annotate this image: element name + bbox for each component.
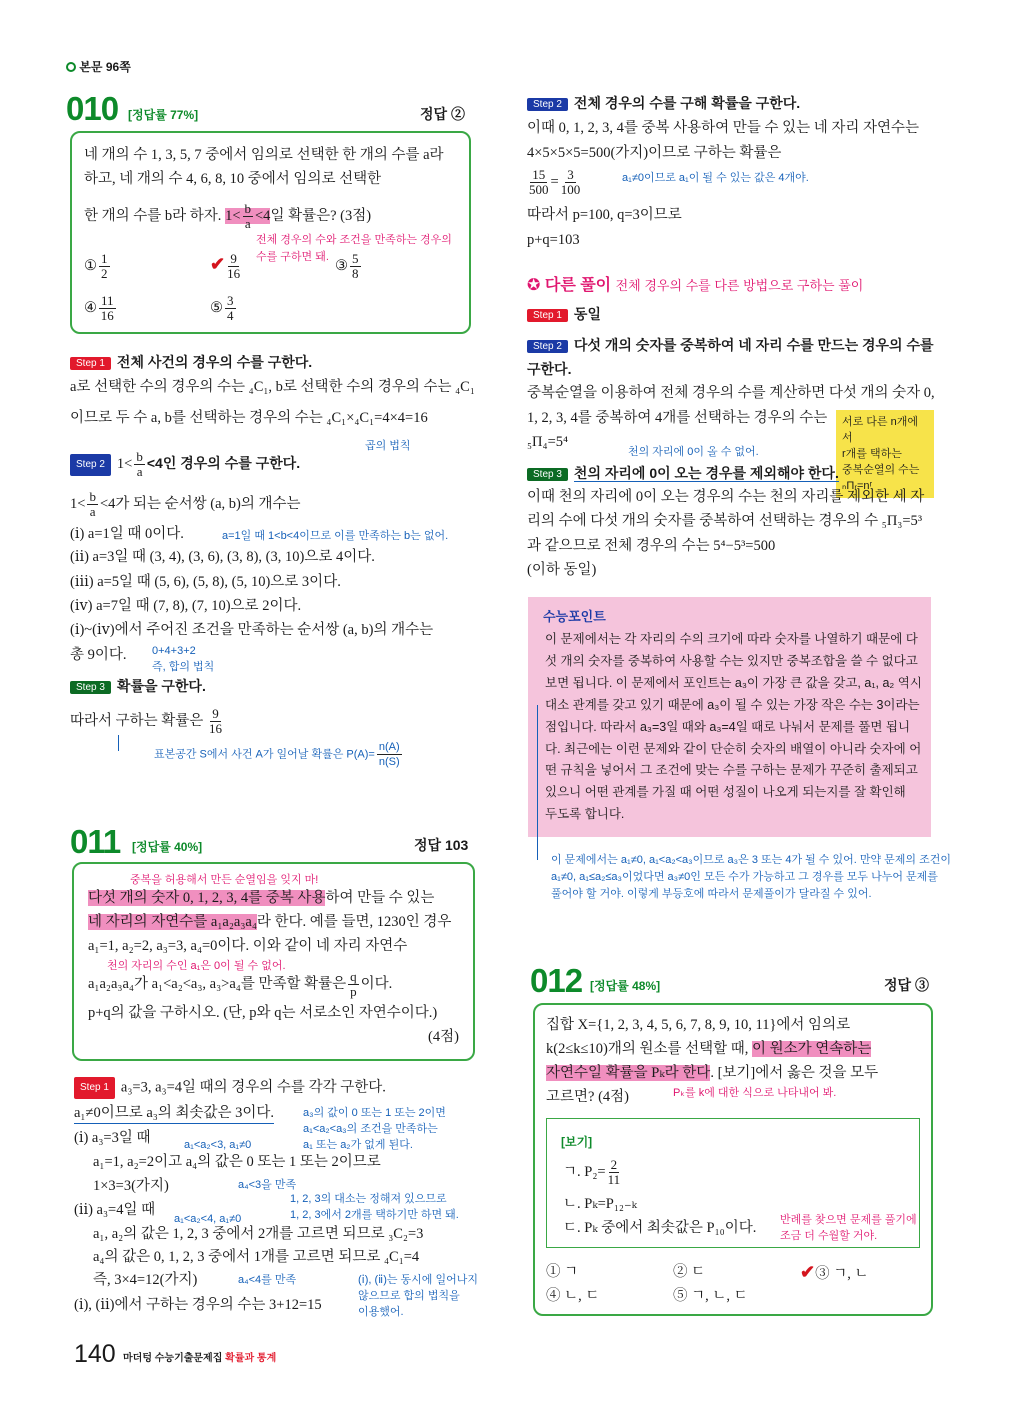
annotation: a₁<a₂<3, a₁≠0 <box>184 1139 252 1151</box>
question-line <box>88 970 392 999</box>
step-badge: Step 3 <box>527 468 568 481</box>
solution-line: 이때 0, 1, 2, 3, 4를 중복 사용하여 만들 수 있는 네 자리 자연수는 <box>527 120 920 136</box>
annotation: a₁≠0이므로 a₁이 될 수 있는 값은 4개야. <box>622 172 809 184</box>
checkmark-icon: ✔ <box>800 1262 816 1282</box>
problem-number: 011 <box>70 823 121 860</box>
subject: 확률과 통계 <box>225 1353 277 1364</box>
key-point-line: 섯 개의 숫자를 중복하여 사용할 수는 있지만 중복조합을 쓸 수 없다고 <box>545 654 918 668</box>
step-badge: Step 2 <box>527 98 568 111</box>
choice-5[interactable] <box>210 294 238 323</box>
bogi-item: ㄷ. Pₖ 중에서 최솟값은 P₁₀이다. <box>563 1220 757 1236</box>
highlight: 자연수일 확률을 Pₖ라 한다 <box>546 1065 711 1081</box>
highlight <box>225 201 271 231</box>
question-line <box>88 912 451 932</box>
solution-line: 이때 천의 자리에 0이 오는 경우의 수는 천의 자리를 제외한 세 자 <box>527 489 925 505</box>
annotation: 천의 자리의 수인 a₁은 0이 될 수 없어. <box>107 960 286 972</box>
solution-line: 즉, 3×4=12(가지) <box>93 1272 198 1288</box>
text: <4 <box>255 207 271 224</box>
solution-line: (ⅰ), (ⅱ)에서 구하는 경우의 수는 3+12=15 <box>74 1297 322 1313</box>
key-point-line: 있으니 어떤 관계를 가질 때 어떤 성질이 나오게 되는지를 잘 확인해 <box>545 785 906 799</box>
annotation: a₁ 또는 a₂가 없게 된다. <box>303 1139 413 1151</box>
step-badge: Step 1 <box>70 357 111 370</box>
numerator: b <box>89 489 96 504</box>
step-3-heading <box>527 463 839 483</box>
denominator: n(S) <box>378 756 400 768</box>
text: 일 확률은? (3점) <box>270 207 372 224</box>
numerator: 9 <box>230 251 237 266</box>
solution-line: (이하 동일) <box>527 562 597 578</box>
solution-line: 리의 수에 다섯 개의 숫자를 중복하여 선택하는 경우의 수 ₅Π₃=5³ <box>527 513 923 529</box>
annotation: 이 문제에서는 a₁≠0, a₁<a₂<a₃이므로 a₃은 3 또는 4가 될 수 있어. 만약 문제의 조건이 <box>551 854 951 866</box>
choice-marker: ⑤ <box>210 299 223 316</box>
step-1-heading <box>527 304 601 324</box>
solution-line: 4×5×5×5=500(가지)이므로 구하는 확률은 <box>527 145 782 161</box>
text: ㄱ. P₂= <box>563 1163 606 1180</box>
annotation: a₄<3을 만족 <box>238 1179 297 1191</box>
denominator: a <box>136 464 143 479</box>
numerator: n(A) <box>378 741 400 753</box>
annotation: 1, 2, 3의 대소는 정해져 있으므로 <box>290 1193 447 1205</box>
solution-line: a로 선택한 수의 경우의 수는 ₄C₁, b로 선택한 수의 경우의 수는 ₄C₁ <box>70 379 475 395</box>
annotation: a₁≠0, a₁≤a₂≤a₃이었다면 a₃≠0인 모든 수가 가능하고 그 경우를 모두 나누어 문제를 <box>551 871 938 883</box>
solution-line: 이므로 두 수 a, b를 선택하는 경우의 수는 ₄C₁×₄C₁=4×4=16 <box>70 410 428 426</box>
annotation: Pₖ를 k에 대한 식으로 나타내어 봐. <box>673 1087 837 1099</box>
text: 따라서 구하는 확률은 <box>70 712 204 729</box>
step-title: <4인 경우의 수를 구한다. <box>146 454 301 471</box>
solution-line: (ⅱ) a=3일 때 (3, 4), (3, 6), (3, 8), (3, 10)으로 4이다. <box>70 549 375 565</box>
step-title: 천의 자리에 0이 오는 경우를 제외해야 한다. <box>573 465 839 481</box>
problem-number: 010 <box>66 90 119 127</box>
key-point-title: 수능포인트 <box>543 609 606 624</box>
fraction <box>134 450 145 479</box>
circle-icon <box>66 62 76 72</box>
fraction <box>377 740 402 769</box>
annotation: 조금 더 수월할 거야. <box>780 1230 878 1242</box>
denominator: 2 <box>101 266 108 281</box>
choice-1[interactable]: ① ㄱ <box>546 1264 579 1280</box>
numerator: 11 <box>101 293 114 308</box>
fraction <box>209 707 222 736</box>
text: . [보기]에서 옳은 것을 모두 <box>710 1065 879 1081</box>
annotation: a₃의 값이 0 또는 1 또는 2이면 <box>303 1107 446 1119</box>
step-1-heading <box>74 1077 386 1099</box>
choice-text: ③ ㄱ, ㄴ <box>815 1266 869 1282</box>
choice-4[interactable] <box>84 294 118 323</box>
solution-line <box>70 707 224 736</box>
alt-solution-heading <box>527 272 863 295</box>
page-number: 140 <box>74 1340 116 1368</box>
text: <4가 되는 순서쌍 (a, b)의 개수는 <box>99 495 301 512</box>
question-line: 고르면? (4점) <box>546 1089 629 1105</box>
solution-line: 중복순열을 이용하여 전체 경우의 수를 계산하면 다섯 개의 숫자 0, <box>527 385 935 401</box>
annotation: 중복을 허용해서 만든 순열임을 잊지 마! <box>130 874 319 886</box>
annotation-connector <box>537 705 545 860</box>
footer-title <box>123 1349 276 1364</box>
step-title: 전체 경우의 수를 구해 확률을 구한다. <box>573 95 801 111</box>
denominator: 16 <box>227 266 241 281</box>
question-line <box>88 888 434 908</box>
fraction <box>99 294 116 323</box>
step-2-heading <box>527 93 800 113</box>
solution-line: p+q=103 <box>527 232 580 248</box>
step-title: 동일 <box>573 306 601 322</box>
annotation: 1, 2, 3에서 2개를 택하기만 하면 돼. <box>290 1209 459 1221</box>
key-point-line: 점입니다. 따라서 a₃=3일 때와 a₃=4일 때로 나눠서 문제를 풀면 됩니 <box>545 720 911 734</box>
key-point-line: 보면 됩니다. 이 문제에서 포인트는 a₃이 가장 큰 값을 갖고, a₁, a₂ 역시 <box>545 676 922 690</box>
solution-line: (ⅰ) a=1일 때 0이다. <box>70 526 184 542</box>
choice-4[interactable]: ④ ㄴ, ㄷ <box>546 1288 600 1304</box>
solution-line: 1×3=3(가지) <box>93 1178 169 1194</box>
fraction <box>561 168 581 197</box>
question-line: 하고, 네 개의 수 4, 6, 8, 10 중에서 임의로 선택한 <box>84 171 382 187</box>
fraction <box>99 252 110 281</box>
solution-line: ₅Π₄=5⁴ <box>527 434 569 450</box>
annotation: 풀어야 할 거야. 이렇게 부등호에 따라서 문제풀이가 달라질 수 있어. <box>551 888 872 900</box>
step-title: 다섯 개의 숫자를 중복하여 네 자리 수를 만드는 경우의 수를 <box>573 337 934 353</box>
key-point-line: 두도록 합니다. <box>545 807 625 821</box>
choice-1[interactable] <box>84 252 112 281</box>
step-badge: Step 1 <box>74 1077 115 1099</box>
step-badge: Step 1 <box>527 309 568 322</box>
solution-line: a₁, a₂의 값은 1, 2, 3 중에서 2개를 고르면 되므로 ₃C₂=3 <box>93 1226 424 1242</box>
text: k(2≤k≤10)개의 원소를 선택할 때, <box>546 1041 753 1057</box>
points: (4점) <box>428 1029 459 1045</box>
fraction <box>87 490 98 519</box>
solution-line: (ⅲ) a=5일 때 (5, 6), (5, 8), (5, 10)으로 3이다. <box>70 574 341 590</box>
text: 이다. <box>360 975 393 992</box>
step-title: 전체 사건의 경우의 수를 구한다. <box>116 354 313 370</box>
solution-line <box>70 490 301 519</box>
key-point-line: 이 문제에서는 각 자리의 수의 크기에 따라 숫자를 나열하기 때문에 다 <box>545 632 918 646</box>
alt-subtitle: 전체 경우의 수를 다른 방법으로 구하는 풀이 <box>615 278 864 293</box>
annotation: 않으므로 합의 법칙을 <box>358 1290 460 1302</box>
choice-5[interactable]: ⑤ ㄱ, ㄴ, ㄷ <box>673 1288 748 1304</box>
solution-fraction <box>527 168 582 197</box>
numerator: 15 <box>532 167 546 182</box>
fraction <box>608 1158 621 1187</box>
solution-line: a₁≠0이므로 a₃의 최솟값은 3이다. <box>74 1103 274 1124</box>
question-line <box>546 1063 878 1083</box>
annotation: 전체 경우의 수와 조건을 만족하는 경우의 <box>256 234 452 246</box>
numerator: 1 <box>101 251 108 266</box>
text: 표본공간 S에서 사건 A가 일어날 확률은 P(A)= <box>154 748 375 761</box>
annotation: 이용했어. <box>358 1306 404 1318</box>
annotation: a₁<a₂<4, a₁≠0 <box>174 1213 242 1225</box>
highlight: 다섯 개의 숫자 0, 1, 2, 3, 4를 중복 사용 <box>88 890 326 906</box>
page-reference <box>66 58 131 75</box>
problem-number: 012 <box>530 962 583 999</box>
question-line: p+q의 값을 구하시오. (단, p와 q는 서로소인 자연수이다.) <box>88 1005 438 1021</box>
answer: 정답 103 <box>414 837 469 853</box>
choice-marker: ③ <box>335 257 348 274</box>
text: = <box>550 173 559 190</box>
fraction <box>243 202 254 231</box>
annotation <box>154 740 404 769</box>
numerator: 2 <box>610 1157 618 1172</box>
tip-box <box>836 410 934 498</box>
correct-rate: [정답률 48%] <box>590 979 661 993</box>
step-1-heading <box>70 352 312 372</box>
bogi-item: ㄴ. Pₖ=P₁₂₋ₖ <box>563 1196 637 1212</box>
denominator: 16 <box>100 308 114 323</box>
step-title: 확률을 구한다. <box>116 678 206 694</box>
question-line <box>546 1039 871 1059</box>
step-title: 구한다. <box>527 361 572 377</box>
solution-line: (ⅳ) a=7일 때 (7, 8), (7, 10)으로 2이다. <box>70 598 302 614</box>
key-point-line: 떤 규칙을 넣어서 그 조건에 맞는 수를 구하는 문제가 꾸준히 출제되고 <box>545 763 918 777</box>
annotation: 반례를 찾으면 문제를 풀기에 <box>780 1214 917 1226</box>
numerator: 3 <box>567 167 574 182</box>
question-line: a₁=1, a₂=2, a₃=3, a₄=0이다. 이와 같이 네 자리 자연수 <box>88 938 408 954</box>
denominator: 100 <box>560 182 581 197</box>
checkmark-icon: ✔ <box>210 253 226 274</box>
question-line <box>84 202 371 231</box>
highlight: 이 원소가 연속하는 <box>752 1041 872 1057</box>
denominator: a <box>89 504 96 519</box>
step-title: a₃=3, a₃=4일 때의 경우의 수를 각각 구한다. <box>120 1079 386 1096</box>
numerator: b <box>136 449 143 464</box>
choice-3[interactable] <box>335 252 363 281</box>
correct-rate: [정답률 77%] <box>128 108 199 122</box>
step-2-heading <box>527 335 934 355</box>
annotation: 천의 자리에 0이 올 수 없어. <box>628 446 759 458</box>
tip-line: r개를 택하는 <box>842 448 902 460</box>
tip-line: ₙΠᵣ=nʳ <box>842 480 873 492</box>
text: 라 한다. 예를 들면, 1230인 경우 <box>256 914 452 930</box>
solution-line: (ⅰ) a₃=3일 때 <box>74 1130 151 1146</box>
star-circle-icon: ✪ <box>527 277 541 294</box>
annotation: (ⅰ), (ⅱ)는 동시에 일어나지 <box>358 1274 478 1286</box>
answer: 정답 ② <box>420 106 465 122</box>
step-badge: Step 3 <box>70 681 111 694</box>
choice-2[interactable]: ② ㄷ <box>673 1264 706 1280</box>
solution-line: 따라서 p=100, q=3이므로 <box>527 207 682 223</box>
text: a₁a₂a₃a₄가 a₁<a₂<a₃, a₃>a₄를 만족할 확률은 <box>88 975 347 992</box>
annotation: 즉, 합의 법칙 <box>152 661 215 673</box>
annotation: a=1일 때 1<b<4이므로 이를 만족하는 b는 없어. <box>222 530 449 542</box>
solution-line: (ⅱ) a₃=4일 때 <box>74 1202 156 1218</box>
solution-line: 총 9이다. <box>70 647 127 663</box>
denominator: 500 <box>529 182 549 197</box>
annotation: a₄<4를 만족 <box>238 1274 297 1286</box>
numerator: b <box>244 201 251 216</box>
book-title: 마더텅 수능기출문제집 <box>123 1353 223 1364</box>
solution-line: 과 같으므로 전체 경우의 수는 5⁴−5³=500 <box>527 538 776 554</box>
bogi-title: [보기] <box>561 1135 593 1149</box>
highlight: 네 자리의 자연수를 a₁a₂a₃a₄ <box>88 914 257 930</box>
choice-3[interactable] <box>800 1262 868 1284</box>
numerator: 5 <box>352 251 359 266</box>
step-badge: Step 2 <box>527 340 568 353</box>
numerator: 9 <box>212 706 219 721</box>
denominator: 8 <box>352 266 359 281</box>
numerator: q <box>350 969 357 984</box>
step-badge: Step 2 <box>70 454 111 476</box>
denominator: p <box>350 984 357 999</box>
choice-marker: ① <box>84 257 97 274</box>
solution-line: (ⅰ)~(ⅳ)에서 주어진 조건을 만족하는 순서쌍 (a, b)의 개수는 <box>70 622 434 638</box>
alt-title: 다른 풀이 <box>544 277 612 294</box>
annotation-connector <box>118 735 119 751</box>
fraction <box>227 252 240 281</box>
step-2-heading <box>70 450 300 479</box>
key-point-line: 다. 최근에는 이런 문제와 같이 단순히 숫자의 배열이 아니라 숫자에 어 <box>545 742 922 756</box>
text: 1< <box>70 495 86 512</box>
annotation: 0+4+3+2 <box>152 645 196 657</box>
solution-line: a₁=1, a₂=2이고 a₄의 값은 0 또는 1 또는 2이므로 <box>93 1154 381 1170</box>
text: 한 개의 수를 b라 하자. <box>84 207 222 224</box>
text: 하여 만들 수 있는 <box>325 890 435 906</box>
denominator: 11 <box>607 1172 621 1187</box>
bogi-item <box>563 1158 622 1187</box>
fraction <box>225 294 236 323</box>
denominator: 16 <box>208 721 222 736</box>
annotation: 곱의 법칙 <box>365 440 411 452</box>
text: 1< <box>225 207 241 224</box>
choice-2[interactable] <box>210 252 242 281</box>
choice-marker: ④ <box>84 299 97 316</box>
step-3-heading <box>70 676 206 696</box>
denominator: a <box>244 216 251 231</box>
text: 1< <box>116 455 133 472</box>
fraction <box>348 970 359 999</box>
fraction <box>350 252 361 281</box>
question-line: 집합 X={1, 2, 3, 4, 5, 6, 7, 8, 9, 10, 11}에서 임의로 <box>546 1017 851 1033</box>
page-reference-text: 본문 96쪽 <box>79 60 131 74</box>
fraction <box>529 168 549 197</box>
question-line: 네 개의 수 1, 3, 5, 7 중에서 임의로 선택한 한 개의 수를 a라 <box>84 147 444 163</box>
answer: 정답 ③ <box>884 977 929 993</box>
solution-line: a₄의 값은 0, 1, 2, 3 중에서 1개를 고르면 되므로 ₄C₁=4 <box>93 1249 420 1265</box>
annotation: 수를 구하면 돼. <box>256 251 329 263</box>
tip-line: 서로 다른 n개에서 <box>842 416 918 444</box>
denominator: 4 <box>227 308 234 323</box>
numerator: 3 <box>227 293 234 308</box>
solution-line: 1, 2, 3, 4를 중복하여 4개를 선택하는 경우의 수는 <box>527 410 828 426</box>
tip-line: 중복순열의 수는 <box>842 464 920 476</box>
key-point-line: 대소 관계를 갖고 있기 때문에 a₃이 될 수 있는 가장 작은 수는 3이라는 <box>545 698 920 712</box>
correct-rate: [정답률 40%] <box>132 840 203 854</box>
annotation: a₁<a₂<a₃의 조건을 만족하는 <box>303 1123 438 1135</box>
